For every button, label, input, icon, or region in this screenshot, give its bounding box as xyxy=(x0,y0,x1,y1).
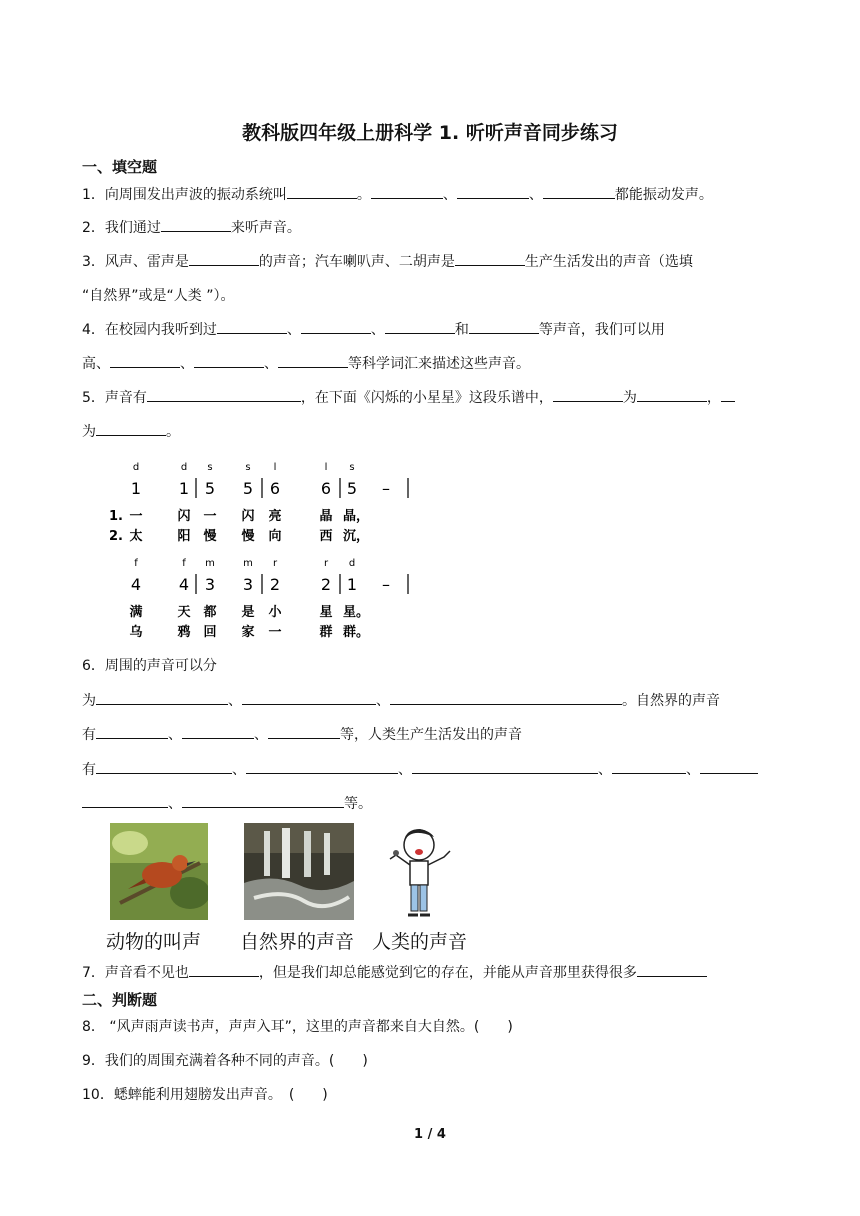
question-4: 4．在校园内我听到过 、 、 和 等声音，我们可以用 xyxy=(82,319,665,340)
answer-blank[interactable] xyxy=(553,387,623,402)
question-4-cont: 高、 、 、 等科学词汇来描述这些声音。 xyxy=(82,353,530,374)
lyric-char: 星。 xyxy=(342,605,370,620)
question-8: 8． “风声雨声读书声，声声入耳”，这里的声音都来自大自然。( ) xyxy=(82,1019,513,1035)
lyric-char: 满 xyxy=(129,605,143,620)
answer-blank[interactable] xyxy=(287,184,357,199)
question-6-line4: 有 、 、 、 、 xyxy=(82,759,758,780)
answer-blank[interactable] xyxy=(721,387,735,402)
answer-blank[interactable] xyxy=(543,184,615,199)
question-3-cont: “自然界”或是“人类 ”）。 xyxy=(82,288,235,304)
caption-human-sounds: 人类的声音 xyxy=(372,931,468,953)
question-1: 1．向周围发出声波的振动系统叫 。 、 、 都能振动发声。 xyxy=(82,184,713,205)
question-6-line3: 有 、 、 等，人类生产生活发出的声音 xyxy=(82,724,522,745)
score-note: 5 xyxy=(346,479,358,498)
answer-blank[interactable] xyxy=(182,724,254,739)
answer-blank[interactable] xyxy=(242,690,376,705)
solfege-syllable: s xyxy=(349,462,355,473)
lyric-char: 乌 xyxy=(129,625,143,640)
lyric-char: 阳 xyxy=(177,529,191,544)
lyric-char: 向 xyxy=(268,529,282,544)
answer-blank[interactable] xyxy=(385,319,455,334)
answer-blank[interactable] xyxy=(96,690,228,705)
solfege-syllable: m xyxy=(205,558,215,569)
score-note: 5 xyxy=(242,479,254,498)
answer-blank[interactable] xyxy=(390,690,622,705)
question-9: 9．我们的周围充满着各种不同的声音。( ) xyxy=(82,1053,368,1069)
question-6-line5: 、 等。 xyxy=(82,793,372,814)
lyric-char: 晶 xyxy=(319,509,333,524)
solfege-syllable: d xyxy=(132,462,140,473)
lyric-char: 慢 xyxy=(203,529,217,544)
answer-blank[interactable] xyxy=(182,793,344,808)
solfege-syllable: r xyxy=(272,558,278,569)
lyric-char: 回 xyxy=(203,625,217,640)
solfege-syllable: l xyxy=(273,462,277,473)
answer-blank[interactable] xyxy=(82,793,168,808)
lyric-char: 星 xyxy=(319,605,333,620)
score-note: 1 xyxy=(130,479,142,498)
lyric-char: 沉， xyxy=(342,529,370,544)
answer-blank[interactable] xyxy=(278,353,348,368)
lyric-char: 太 xyxy=(129,529,143,544)
answer-blank[interactable] xyxy=(469,319,539,334)
answer-blank[interactable] xyxy=(412,759,598,774)
score-note: 1 xyxy=(178,479,190,498)
lyric-char: 西 xyxy=(319,529,333,544)
question-10: 10．蟋蟀能利用翅膀发出声音。 ( ) xyxy=(82,1087,328,1103)
answer-blank[interactable] xyxy=(612,759,686,774)
lyric-char: 2. xyxy=(109,529,123,544)
answer-blank[interactable] xyxy=(147,387,301,402)
answer-blank[interactable] xyxy=(217,319,287,334)
score-note: 2 xyxy=(269,575,281,594)
lyric-char: 家 xyxy=(241,625,255,640)
solfege-syllable: f xyxy=(134,558,138,569)
answer-blank[interactable] xyxy=(189,251,259,266)
score-note: 6 xyxy=(320,479,332,498)
score-note: – xyxy=(382,575,390,594)
lyric-char: 群 xyxy=(319,625,333,640)
lyric-char: 慢 xyxy=(241,529,255,544)
lyric-char: 1. xyxy=(109,509,123,524)
answer-blank[interactable] xyxy=(455,251,525,266)
lyric-char: 一 xyxy=(203,509,217,524)
question-5: 5．声音有 ，在下面《闪烁的小星星》这段乐谱中， 为 ， xyxy=(82,387,735,408)
section-heading-true-false: 二、判断题 xyxy=(82,991,158,1009)
answer-blank[interactable] xyxy=(161,217,231,232)
lyric-char: 天 xyxy=(177,605,191,620)
answer-blank[interactable] xyxy=(301,319,371,334)
answer-blank[interactable] xyxy=(268,724,340,739)
answer-blank[interactable] xyxy=(189,962,259,977)
score-note: 3 xyxy=(242,575,254,594)
lyric-char: 鸦 xyxy=(177,625,191,640)
lyric-char: 小 xyxy=(268,605,282,620)
question-3: 3．风声、雷声是 的声音；汽车喇叭声、二胡声是 生产生活发出的声音（选填 xyxy=(82,251,693,272)
caption-nature-sounds: 自然界的声音 xyxy=(240,931,355,953)
music-score-figure xyxy=(108,456,418,642)
lyric-char: 一 xyxy=(129,509,143,524)
score-note: 6 xyxy=(269,479,281,498)
answer-blank[interactable] xyxy=(96,421,166,436)
waterfall-photo xyxy=(244,823,354,920)
solfege-syllable: r xyxy=(323,558,329,569)
answer-blank[interactable] xyxy=(700,759,758,774)
answer-blank[interactable] xyxy=(457,184,529,199)
lyric-char: 是 xyxy=(241,605,255,620)
solfege-syllable: l xyxy=(324,462,328,473)
answer-blank[interactable] xyxy=(246,759,398,774)
score-note: 4 xyxy=(130,575,142,594)
solfege-syllable: f xyxy=(182,558,186,569)
singing-boy-illustration xyxy=(382,823,456,920)
score-note: 4 xyxy=(178,575,190,594)
question-7: 7．声音看不见也 ，但是我们却总能感觉到它的存在，并能从声音那里获得很多 xyxy=(82,962,707,983)
solfege-syllable: s xyxy=(245,462,251,473)
answer-blank[interactable] xyxy=(96,759,232,774)
question-6-line2: 为 、 、 。自然界的声音 xyxy=(82,690,720,711)
answer-blank[interactable] xyxy=(194,353,264,368)
answer-blank[interactable] xyxy=(637,962,707,977)
answer-blank[interactable] xyxy=(110,353,180,368)
section-heading-fill-blank: 一、填空题 xyxy=(82,158,158,176)
solfege-syllable: d xyxy=(180,462,188,473)
solfege-syllable: s xyxy=(207,462,213,473)
answer-blank[interactable] xyxy=(371,184,443,199)
page-title: 教科版四年级上册科学 1. 听听声音同步练习 xyxy=(242,122,618,144)
page-number: 1 / 4 xyxy=(414,1127,446,1142)
bird-photo xyxy=(110,823,208,920)
question-2: 2．我们通过 来听声音。 xyxy=(82,217,301,238)
lyric-char: 群。 xyxy=(342,625,370,640)
lyric-char: 晶， xyxy=(342,509,370,524)
answer-blank[interactable] xyxy=(96,724,168,739)
score-note: 3 xyxy=(204,575,216,594)
answer-blank[interactable] xyxy=(637,387,707,402)
lyric-char: 一 xyxy=(268,625,282,640)
lyric-char: 亮 xyxy=(268,509,282,524)
question-5-cont: 为 。 xyxy=(82,421,180,442)
solfege-syllable: d xyxy=(348,558,356,569)
lyric-char: 都 xyxy=(203,605,217,620)
solfege-syllable: m xyxy=(243,558,253,569)
score-note: 5 xyxy=(204,479,216,498)
caption-animal-sounds: 动物的叫声 xyxy=(106,931,202,953)
question-6: 6．周围的声音可以分 xyxy=(82,658,217,674)
score-note: 2 xyxy=(320,575,332,594)
score-note: – xyxy=(382,479,390,498)
score-note: 1 xyxy=(346,575,358,594)
lyric-char: 闪 xyxy=(241,509,255,524)
lyric-char: 闪 xyxy=(177,509,191,524)
